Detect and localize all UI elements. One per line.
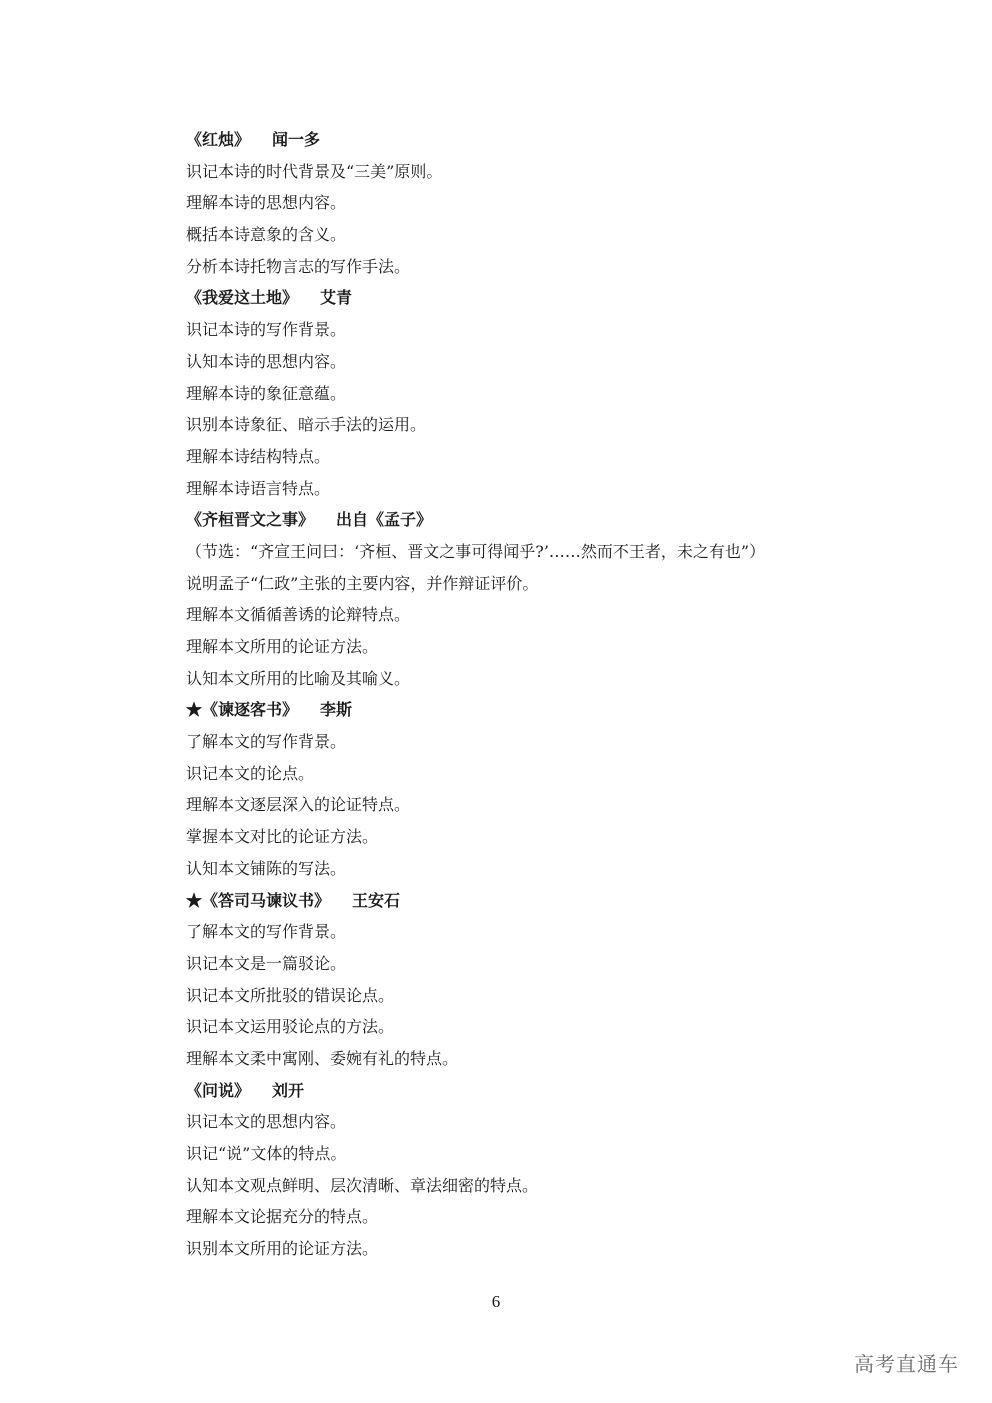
section-wo-ai-zhe-tudi bbox=[186, 282, 946, 504]
objective-line: 识记本文运用驳论点的方法。 bbox=[186, 1017, 395, 1037]
objective-line: 理解本文所用的论证方法。 bbox=[186, 637, 379, 656]
section-heading bbox=[186, 504, 946, 536]
objective-line: 概括本诗意象的含义。 bbox=[186, 225, 347, 245]
work-title: ★《答司马谏议书》 bbox=[186, 890, 331, 910]
objective-line: 了解本文的写作背景。 bbox=[186, 922, 347, 942]
objective-line: 识记本诗的写作背景。 bbox=[186, 320, 347, 340]
page-content bbox=[186, 124, 946, 1265]
objective-line: 理解本文论据充分的特点。 bbox=[186, 1207, 379, 1227]
section-heading bbox=[186, 694, 946, 726]
objective-line: 理解本诗语言特点。 bbox=[186, 478, 331, 498]
objective-line: 认知本文铺陈的写法。 bbox=[186, 858, 347, 878]
work-author: 艾青 bbox=[320, 288, 353, 308]
work-title: 《红烛》 bbox=[186, 130, 251, 149]
objective-line: 识记本文的论点。 bbox=[186, 763, 315, 783]
objective-line: 识别本诗象征、暗示手法的运用。 bbox=[186, 415, 427, 435]
work-author: 刘开 bbox=[272, 1080, 305, 1100]
objective-line: 分析本诗托物言志的写作手法。 bbox=[186, 256, 411, 276]
section-heading bbox=[186, 282, 946, 314]
section-heading bbox=[186, 1075, 946, 1107]
objective-line: 识记本文的思想内容。 bbox=[186, 1112, 347, 1132]
objective-line: 理解本诗的思想内容。 bbox=[186, 193, 347, 213]
watermark: 高考直通车 bbox=[854, 1352, 959, 1376]
objective-line: 理解本文柔中寓刚、委婉有礼的特点。 bbox=[186, 1048, 459, 1068]
section-heading bbox=[186, 124, 946, 156]
objective-line: 识记本文是一篇驳论。 bbox=[186, 953, 347, 973]
section-heading bbox=[186, 885, 946, 917]
work-title: ★《谏逐客书》 bbox=[186, 700, 299, 720]
excerpt-note: （节选：“齐宣王问曰：‘齐桓、晋文之事可得闻乎?’……然而不王者，未之有也”） bbox=[186, 541, 766, 561]
objective-line: 掌握本文对比的论证方法。 bbox=[186, 827, 379, 847]
work-author: 李斯 bbox=[320, 700, 353, 720]
objective-line: 认知本文所用的比喻及其喻义。 bbox=[186, 668, 411, 688]
objective-line: 了解本文的写作背景。 bbox=[186, 732, 347, 752]
section-da-sima-jianyi-shu bbox=[186, 885, 946, 1075]
page-number: 6 bbox=[491, 1292, 501, 1311]
work-author: 王安石 bbox=[352, 890, 401, 910]
section-hongzhu bbox=[186, 124, 946, 282]
section-jian-zhu-ke-shu bbox=[186, 694, 946, 884]
work-title: 《问说》 bbox=[186, 1080, 251, 1100]
section-wen-shuo bbox=[186, 1075, 946, 1265]
section-qi-huan-jin-wen bbox=[186, 504, 946, 694]
objective-line: 识记“说”文体的特点。 bbox=[186, 1144, 347, 1163]
objective-line: 识别本文所用的论证方法。 bbox=[186, 1239, 379, 1259]
objective-line: 理解本诗结构特点。 bbox=[186, 446, 331, 466]
objective-line: 理解本诗的象征意蕴。 bbox=[186, 383, 347, 403]
objective-line: 识记本诗的时代背景及“三美”原则。 bbox=[186, 161, 443, 181]
objective-line: 理解本文逐层深入的论证特点。 bbox=[186, 795, 411, 815]
work-title: 《齐桓晋文之事》 bbox=[186, 510, 315, 530]
work-title: 《我爱这土地》 bbox=[186, 288, 299, 308]
work-author: 闻一多 bbox=[272, 130, 321, 149]
objective-line: 说明孟子“仁政”主张的主要内容，并作辩证评价。 bbox=[186, 573, 539, 593]
work-author: 出自《孟子》 bbox=[336, 510, 433, 530]
objective-line: 认知本诗的思想内容。 bbox=[186, 351, 347, 371]
objective-line: 识记本文所批驳的错误论点。 bbox=[186, 985, 395, 1005]
objective-line: 理解本文循循善诱的论辩特点。 bbox=[186, 605, 411, 625]
objective-line: 认知本文观点鲜明、层次清晰、章法细密的特点。 bbox=[186, 1175, 539, 1195]
